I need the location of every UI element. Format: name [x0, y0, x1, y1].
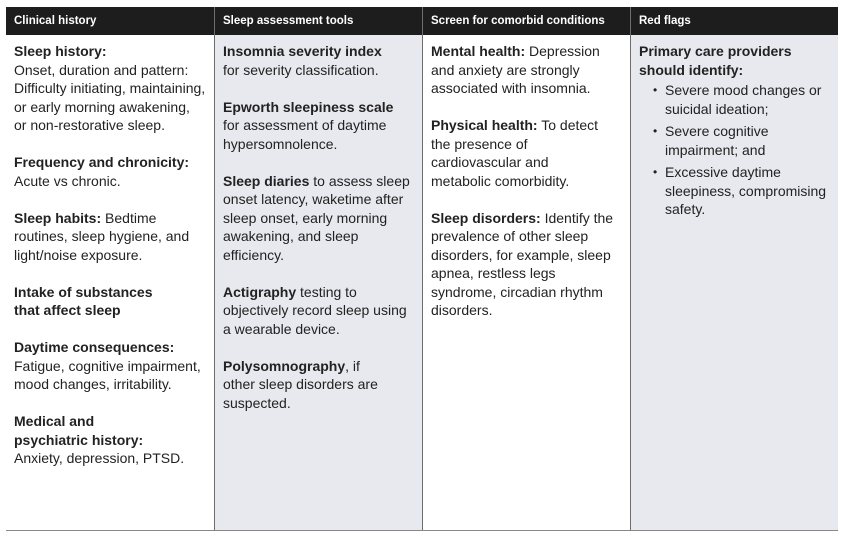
block-title: Insomnia severity index — [223, 43, 382, 59]
block-title: Sleep history: — [14, 43, 107, 59]
header-comorbid-conditions: Screen for comorbid conditions — [423, 7, 630, 35]
block-text: , if other sleep disorders are suspected. — [223, 357, 378, 411]
bullet-icon: • — [653, 165, 658, 179]
block-title: Medical and psychiatric history: — [14, 413, 144, 448]
column-clinical-history — [6, 7, 214, 530]
substances-block — [14, 283, 206, 320]
column-comorbid-conditions — [422, 7, 630, 530]
column-red-flags — [630, 7, 838, 530]
block-title: Sleep disorders: — [431, 209, 541, 226]
block-text: testing to objectively record sleep using a wearable device. — [223, 283, 407, 337]
isi-block — [223, 42, 414, 79]
sleep-habits-block — [14, 209, 206, 265]
mental-health-block — [431, 42, 622, 98]
frequency-block — [14, 153, 206, 190]
header-clinical-history: Clinical history — [6, 7, 214, 35]
block-text: Anxiety, depression, PTSD. — [14, 450, 185, 466]
block-text: Depression and anxiety are strongly associated with insomnia. — [431, 43, 600, 96]
sleep-diaries-block — [223, 172, 414, 265]
block-title: Sleep habits: — [14, 209, 102, 226]
block-text: for assessment of daytime hypersomnolence. — [223, 117, 387, 152]
header-red-flags: Red flags — [631, 7, 838, 35]
block-title: Actigraphy — [223, 283, 297, 300]
block-text: to assess sleep onset latency, waketime after sleep onset, early morning awakening, and sleep efficiency. — [223, 172, 410, 263]
sleep-history-block — [14, 42, 206, 135]
block-title: Frequency and chronicity: — [14, 154, 190, 170]
list-item: • Severe mood changes or suicidal ideation; — [653, 82, 822, 117]
list-item: • Severe cognitive impairment; and — [653, 123, 769, 158]
red-flags-title: Primary care providers should identify: — [639, 43, 792, 78]
block-text: Identify the prevalence of other sleep disorders, for example, sleep apnea, restless legs syndrome, circadian rhythm disorders. — [431, 209, 614, 318]
bullet-icon: • — [653, 83, 658, 97]
daytime-consequences-block — [14, 338, 206, 394]
list-item: • Excessive daytime sleepiness, compromising safety. — [653, 164, 827, 217]
insomnia-assessment-table — [6, 7, 838, 531]
header-assessment-tools: Sleep assessment tools — [215, 7, 422, 35]
red-flags-list — [639, 81, 830, 219]
block-title: Epworth sleepiness scale — [223, 98, 394, 115]
bullet-icon: • — [653, 124, 658, 138]
epworth-block — [223, 98, 414, 154]
sleep-disorders-block — [431, 209, 622, 320]
block-text: To detect the presence of cardiovascular and metabolic comorbidity. — [431, 117, 599, 189]
medical-history-block — [14, 412, 206, 468]
column-assessment-tools — [214, 7, 422, 530]
block-title: Polysomnography — [223, 357, 346, 374]
block-text: for severity classification. — [223, 61, 379, 78]
actigraphy-block — [223, 283, 414, 339]
block-text: Onset, duration and pattern: Difficulty initiating, maintaining, or early morning awakening, or non-restorative sleep. — [14, 61, 206, 133]
block-text: Acute vs chronic. — [14, 172, 121, 189]
block-title: Sleep diaries — [223, 172, 310, 189]
block-title: Daytime consequences: — [14, 339, 175, 355]
block-text: Fatigue, cognitive impairment, mood changes, irritability. — [14, 357, 201, 392]
polysomnography-block — [223, 357, 383, 413]
block-title: Mental health: — [431, 43, 526, 59]
physical-health-block — [431, 116, 611, 190]
block-title: Intake of substances that affect sleep — [14, 283, 153, 318]
block-text: Bedtime routines, sleep hygiene, and light/noise exposure. — [14, 209, 190, 263]
block-title: Physical health: — [431, 117, 538, 133]
